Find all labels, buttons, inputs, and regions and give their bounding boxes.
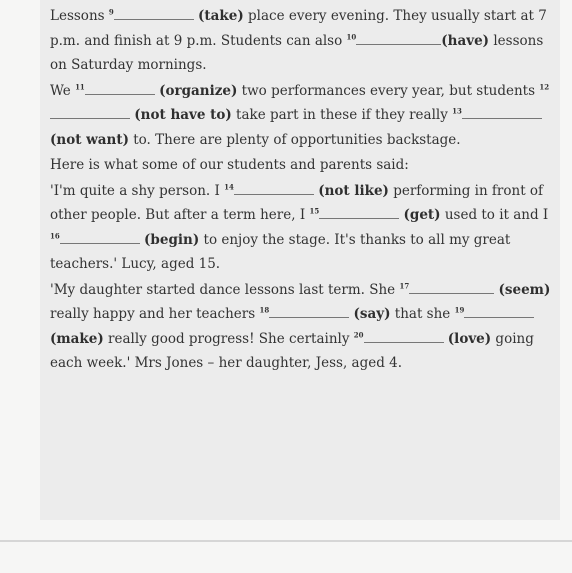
- gap-number: 9: [108, 7, 114, 17]
- body-text: Here is what some of our students and parents said:: [50, 157, 409, 173]
- body-text: really happy and her teachers: [50, 306, 260, 322]
- answer-blank[interactable]: [85, 80, 155, 95]
- body-text: going each week.' Mrs Jones – her daughter, Jess, aged 4.: [50, 330, 534, 371]
- body-text: used to it and I: [440, 207, 549, 223]
- verb-prompt: (organize): [159, 82, 238, 99]
- body-text: that she: [390, 306, 455, 322]
- body-text: Lessons: [50, 8, 109, 24]
- answer-blank[interactable]: [114, 5, 194, 20]
- answer-blank[interactable]: [50, 104, 130, 119]
- answer-blank[interactable]: [234, 180, 314, 195]
- verb-prompt: (love): [447, 330, 492, 347]
- exercise-paragraph: [50, 278, 560, 376]
- body-text: to enjoy the stage. It's thanks to all my great teachers.' Lucy, aged 15.: [50, 231, 511, 272]
- gap-number: 13: [452, 106, 462, 116]
- gap-number: 15: [309, 206, 320, 216]
- body-text: 'My daughter started dance lessons last term. She: [50, 281, 400, 298]
- verb-prompt: (begin): [144, 231, 200, 248]
- exercise-paragraph: [50, 79, 560, 153]
- answer-blank[interactable]: [319, 204, 399, 219]
- body-text: performing in front of other people. But after a term here, I: [50, 182, 544, 223]
- exercise-paragraph: [50, 153, 560, 178]
- verb-prompt: (say): [353, 306, 391, 322]
- answer-blank[interactable]: [364, 328, 444, 343]
- gap-number: 20: [353, 330, 364, 339]
- answer-blank[interactable]: [60, 229, 140, 244]
- page-divider: [0, 540, 572, 542]
- answer-blank[interactable]: [356, 30, 441, 45]
- gap-number: 14: [224, 182, 234, 191]
- gap-number: 18: [259, 305, 270, 315]
- verb-prompt: (take): [198, 8, 244, 24]
- verb-prompt: (seem): [498, 281, 551, 298]
- body-text: We: [50, 82, 76, 99]
- verb-prompt: (not want): [50, 131, 129, 148]
- verb-prompt: (not have to): [134, 107, 232, 123]
- verb-prompt: (make): [50, 330, 104, 347]
- body-text: lessons on Saturday mornings.: [50, 32, 544, 73]
- gap-number: 17: [399, 281, 410, 290]
- body-text: 'I'm quite a shy person. I: [50, 182, 225, 199]
- body-text: place every evening. They usually start at 7 p.m. and finish at 9 p.m. Students can also: [50, 8, 547, 49]
- body-text: two performances every year, but students: [237, 82, 540, 99]
- gap-number: 10: [346, 32, 357, 41]
- verb-prompt: (have): [441, 32, 490, 49]
- verb-prompt: (get): [403, 207, 441, 223]
- exercise-paragraph: [50, 179, 560, 277]
- answer-blank[interactable]: [409, 279, 494, 294]
- answer-blank[interactable]: [464, 303, 534, 318]
- body-text: take part in these if they really: [231, 107, 453, 123]
- body-text: to. There are plenty of opportunities backstage.: [128, 131, 461, 148]
- exercise-paragraph: [50, 4, 560, 78]
- gap-number: 11: [75, 82, 85, 91]
- answer-blank[interactable]: [269, 303, 349, 318]
- gap-number: 16: [50, 231, 60, 240]
- gap-number: 19: [454, 305, 465, 315]
- gap-number: 12: [539, 82, 550, 91]
- exercise-text: [50, 4, 560, 376]
- body-text: really good progress! She certainly: [103, 330, 354, 347]
- answer-blank[interactable]: [462, 104, 542, 119]
- verb-prompt: (not like): [318, 182, 389, 199]
